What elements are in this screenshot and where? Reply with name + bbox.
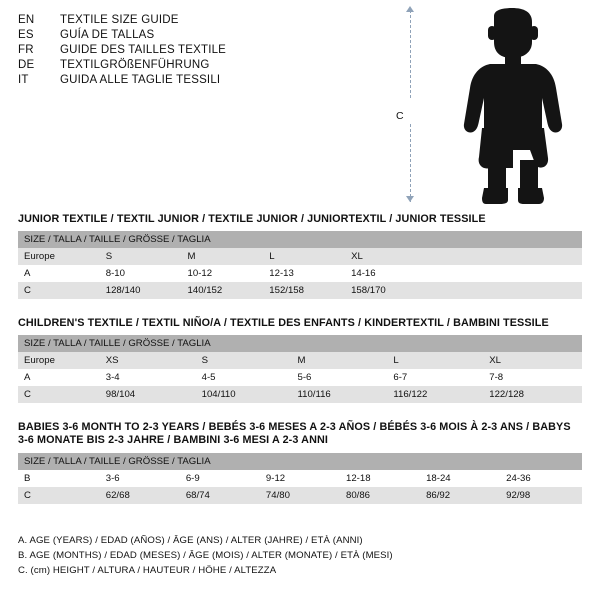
size-table-children — [18, 335, 582, 403]
cell: 110/116 — [292, 386, 388, 403]
legend-item-c: C. (cm) HEIGHT / ALTURA / HAUTEUR / HÖHE / ALTEZZA — [18, 565, 277, 576]
table-header-row — [18, 335, 582, 352]
language-title-block — [18, 14, 448, 89]
section-title: BABIES 3-6 MONTH TO 2-3 YEARS / BEBÉS 3-6 MESES A 2-3 AÑOS / BÉBÉS 3-6 MOIS À 2-3 ANS / BABYS 3-6 MONATE BIS 2-3 JAHRE / BAMBINI 3-6 MESI A 2-3 ANNI — [18, 421, 571, 447]
language-row — [18, 59, 448, 71]
cell: 74/80 — [260, 487, 340, 504]
cell: 86/92 — [420, 487, 500, 504]
language-title: TEXTILE SIZE GUIDE — [60, 14, 179, 26]
column-label: L — [263, 248, 345, 265]
column-label: S — [100, 248, 182, 265]
language-code: IT — [18, 74, 29, 86]
table-header-row — [18, 453, 582, 470]
table-row — [18, 369, 582, 386]
language-title: GUIDA ALLE TAGLIE TESSILI — [60, 74, 221, 86]
language-row — [18, 74, 448, 86]
cell: 7-8 — [483, 369, 582, 386]
cell: 98/104 — [100, 386, 196, 403]
table-row — [18, 282, 582, 299]
table-header-label: SIZE / TALLA / TAILLE / GRÖSSE / TAGLIA — [18, 335, 582, 352]
size-table-babies — [18, 453, 582, 504]
cell: 140/152 — [182, 282, 264, 299]
column-label: Europe — [18, 352, 100, 369]
cell: 3-4 — [100, 369, 196, 386]
column-label-empty — [427, 248, 582, 265]
language-code: EN — [18, 14, 35, 26]
cell: 4-5 — [196, 369, 292, 386]
cell: 5-6 — [292, 369, 388, 386]
column-label: M — [292, 352, 388, 369]
legend-item-a: A. AGE (YEARS) / EDAD (AÑOS) / ÂGE (ANS) / ALTER (JAHRE) / ETÀ (ANNI) — [18, 535, 363, 546]
measure-label-c: C — [396, 110, 404, 122]
cell: 8-10 — [100, 265, 182, 282]
figure-area — [396, 6, 586, 201]
language-code: FR — [18, 44, 34, 56]
language-title: GUÍA DE TALLAS — [60, 29, 155, 41]
cell: 92/98 — [500, 487, 582, 504]
table-row — [18, 265, 582, 282]
measure-dashed-line-bottom — [410, 124, 411, 202]
cell: 18-24 — [420, 470, 500, 487]
table-row — [18, 470, 582, 487]
language-row — [18, 29, 448, 41]
table-row-columns — [18, 248, 582, 265]
cell: 116/122 — [387, 386, 483, 403]
cell: 104/110 — [196, 386, 292, 403]
column-label: M — [182, 248, 264, 265]
cell: 152/158 — [263, 282, 345, 299]
language-code: DE — [18, 59, 35, 71]
cell-empty — [427, 282, 582, 299]
cell: 24-36 — [500, 470, 582, 487]
cell: 9-12 — [260, 470, 340, 487]
section-junior — [18, 213, 582, 299]
section-children — [18, 317, 582, 403]
column-label: XS — [100, 352, 196, 369]
row-label: C — [18, 386, 100, 403]
table-row — [18, 487, 582, 504]
size-table-junior — [18, 231, 582, 299]
table-row — [18, 386, 582, 403]
cell: 12-13 — [263, 265, 345, 282]
language-row — [18, 44, 448, 56]
table-row-columns — [18, 352, 582, 369]
row-label: B — [18, 470, 100, 487]
toddler-silhouette-icon — [450, 8, 580, 204]
language-title: GUIDE DES TAILLES TEXTILE — [60, 44, 227, 56]
column-label: S — [196, 352, 292, 369]
table-header-row — [18, 231, 582, 248]
row-label: C — [18, 487, 100, 504]
arrow-down-icon — [406, 196, 414, 202]
cell: 3-6 — [100, 470, 180, 487]
language-title: TEXTILGRÖßENFÜHRUNG — [60, 59, 210, 71]
cell: 12-18 — [340, 470, 420, 487]
column-label: Europe — [18, 248, 100, 265]
row-label: A — [18, 369, 100, 386]
cell: 6-7 — [387, 369, 483, 386]
cell: 158/170 — [345, 282, 427, 299]
column-label: XL — [345, 248, 427, 265]
cell: 6-9 — [180, 470, 260, 487]
cell-empty — [427, 265, 582, 282]
legend — [18, 535, 582, 580]
section-title: JUNIOR TEXTILE / TEXTIL JUNIOR / TEXTILE JUNIOR / JUNIORTEXTIL / JUNIOR TESSILE — [18, 213, 486, 225]
measure-dashed-line-top — [410, 10, 411, 98]
legend-item-b: B. AGE (MONTHS) / EDAD (MESES) / ÂGE (MOIS) / ALTER (MONATE) / ETÀ (MESI) — [18, 550, 393, 561]
cell: 128/140 — [100, 282, 182, 299]
row-label: C — [18, 282, 100, 299]
cell: 68/74 — [180, 487, 260, 504]
cell: 62/68 — [100, 487, 180, 504]
section-title: CHILDREN'S TEXTILE / TEXTIL NIÑO/A / TEXTILE DES ENFANTS / KINDERTEXTIL / BAMBINI TESSILE — [18, 317, 549, 329]
cell: 80/86 — [340, 487, 420, 504]
cell: 14-16 — [345, 265, 427, 282]
row-label: A — [18, 265, 100, 282]
language-code: ES — [18, 29, 34, 41]
column-label: XL — [483, 352, 582, 369]
section-babies — [18, 421, 582, 504]
language-row — [18, 14, 448, 26]
table-header-label: SIZE / TALLA / TAILLE / GRÖSSE / TAGLIA — [18, 453, 582, 470]
cell: 10-12 — [182, 265, 264, 282]
cell: 122/128 — [483, 386, 582, 403]
column-label: L — [387, 352, 483, 369]
table-header-label: SIZE / TALLA / TAILLE / GRÖSSE / TAGLIA — [18, 231, 582, 248]
